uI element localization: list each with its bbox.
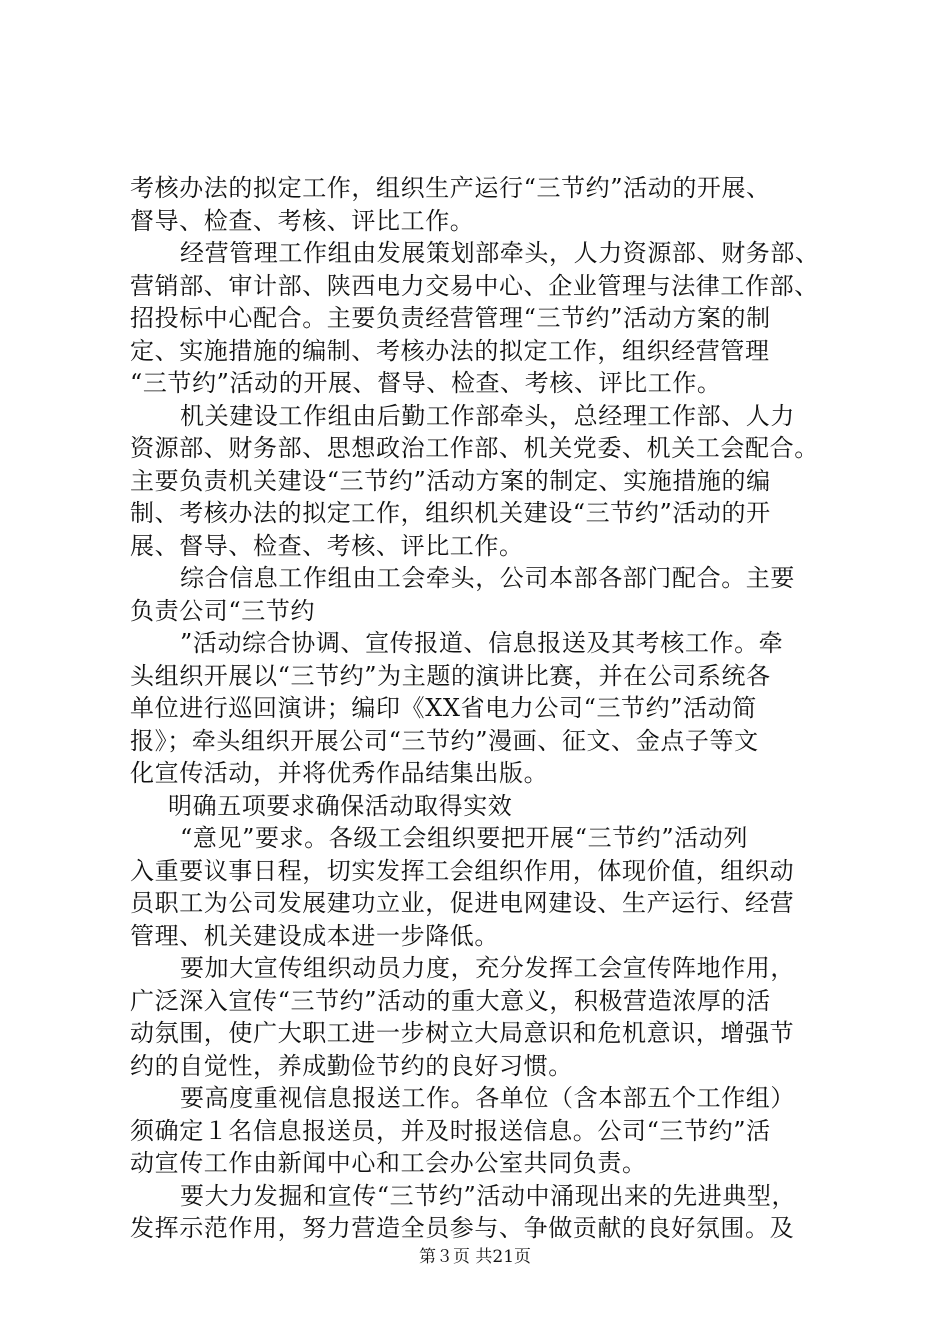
page-footer: 第３页 共21页 [418,1247,532,1267]
text-line: 展、督导、检查、考核、评比工作。 [130,531,524,560]
text-line: 要加大宣传组织动员力度，充分发挥工会宣传阵地作用， [180,954,795,982]
text-line: 机关建设工作组由后勤工作部牵头，总经理工作部、人力 [180,401,795,430]
text-line: 负责公司“三节约 [130,596,316,625]
text-line: 动氛围，使广大职工进一步树立大局意识和危机意识，增强节 [130,1019,795,1047]
text-line: 制、考核办法的拟定工作，组织机关建设“三节约”活动的开 [130,499,771,527]
text-line: 化宣传活动，并将优秀作品结集出版。 [130,759,549,787]
text-line: “三节约”活动的开展、督导、检查、考核、评比工作。 [130,369,722,397]
text-line: 发挥示范作用，努力营造全员参与、争做贡献的良好氛围。及 [130,1214,795,1242]
text-line: 主要负责机关建设“三节约”活动方案的制定、实施措施的编 [130,466,771,495]
text-line: 明确五项要求确保活动取得实效 [168,791,513,820]
text-line: 报》；牵头组织开展公司“三节约”漫画、征文、金点子等文 [130,726,759,755]
text-line: 头组织开展以“三节约”为主题的演讲比赛，并在公司系统各 [130,661,771,690]
text-line: 经营管理工作组由发展策划部牵头，人力资源部、财务部、 [180,239,820,267]
text-line: 考核办法的拟定工作，组织生产运行“三节约”活动的开展、 [130,174,771,202]
text-line: 动宣传工作由新闻中心和工会办公室共同负责。 [130,1149,647,1177]
text-line: 营销部、审计部、陕西电力交易中心、企业管理与法律工作部、 [130,271,819,300]
text-line: 须确定１名信息报送员，并及时报送信息。公司“三节约”活 [130,1116,771,1145]
text-line: 要大力发掘和宣传“三节约”活动中涌现出来的先进典型， [180,1181,797,1210]
text-line: 资源部、财务部、思想政治工作部、机关党委、机关工会配合。 [130,434,819,462]
text-line: 单位进行巡回演讲；编印《XX省电力公司“三节约”活动简 [130,694,757,722]
text-line: 督导、检查、考核、评比工作。 [130,206,475,235]
text-line: 员职工为公司发展建功立业，促进电网建设、生产运行、经营 [130,889,795,917]
text-line: 约的自觉性，养成勤俭节约的良好习惯。 [130,1051,573,1080]
text-line: ”活动综合协调、宣传报道、信息报送及其考核工作。牵 [180,629,784,657]
text-line: 要高度重视信息报送工作。各单位（含本部五个工作组） [180,1084,795,1112]
text-line: 入重要议事日程，切实发挥工会组织作用，体现价值，组织动 [130,856,795,885]
text-line: 广泛深入宣传“三节约”活动的重大意义，积极营造浓厚的活 [130,986,771,1015]
text-line: 综合信息工作组由工会牵头，公司本部各部门配合。主要 [180,564,795,592]
text-line: 定、实施措施的编制、考核办法的拟定工作，组织经营管理 [130,336,770,365]
text-line: 管理、机关建设成本进一步降低。 [130,921,499,950]
text-line: “意见”要求。各级工会组织要把开展“三节约”活动列 [180,824,749,852]
text-line: 招投标中心配合。主要负责经营管理“三节约”活动方案的制 [130,304,771,332]
document-body [130,172,830,1245]
